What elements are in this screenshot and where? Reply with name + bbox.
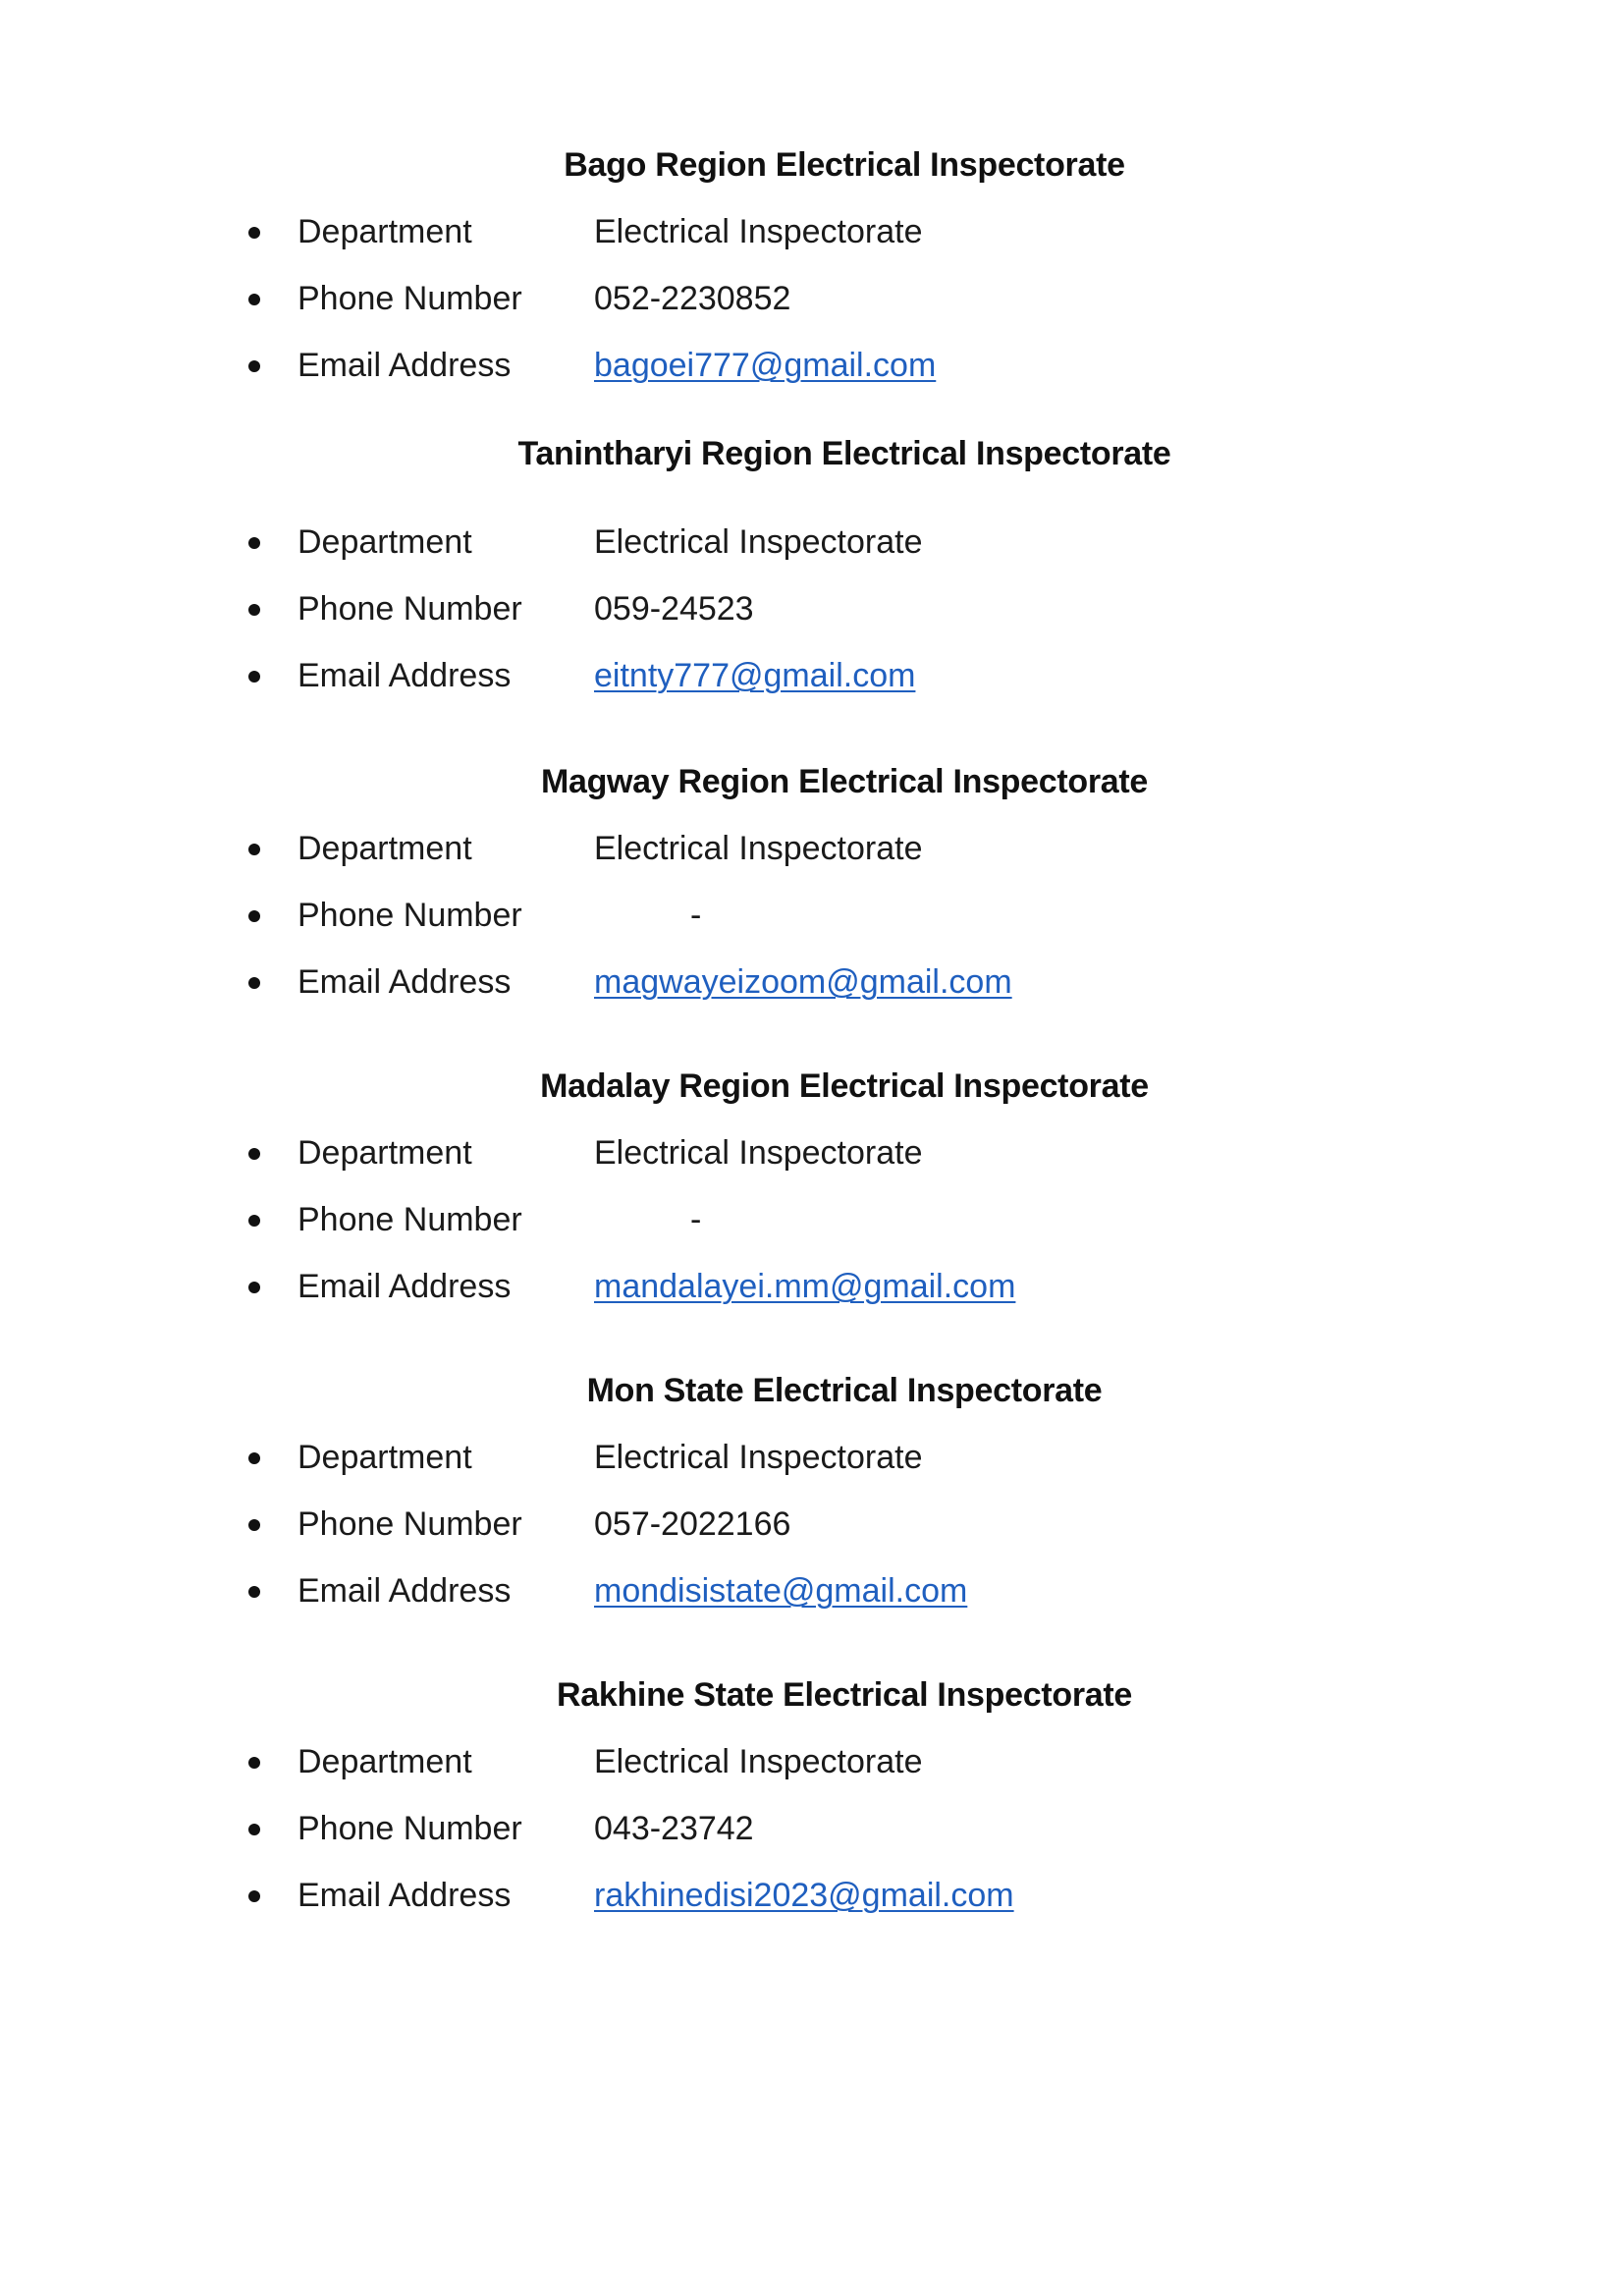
- department-value: Electrical Inspectorate: [594, 1743, 923, 1780]
- phone-row: [0, 1807, 1624, 1850]
- department-label: Department: [298, 213, 472, 250]
- department-value: Electrical Inspectorate: [594, 1134, 923, 1172]
- phone-value: 052-2230852: [594, 280, 791, 317]
- department-row: [0, 1740, 1624, 1783]
- bullet-icon: [248, 604, 260, 616]
- bullet-icon: [248, 977, 260, 989]
- email-label: Email Address: [298, 347, 512, 384]
- bullet-icon: [248, 227, 260, 239]
- email-row: [0, 654, 1624, 697]
- bullet-icon: [248, 844, 260, 855]
- email-label: Email Address: [298, 1877, 512, 1914]
- email-link[interactable]: rakhinedisi2023@gmail.com: [594, 1877, 1014, 1914]
- bullet-icon: [248, 1890, 260, 1902]
- phone-value: 057-2022166: [594, 1505, 791, 1543]
- department-value: Electrical Inspectorate: [594, 523, 923, 561]
- section-heading: Rakhine State Electrical Inspectorate: [556, 1676, 1133, 1714]
- email-row: [0, 960, 1624, 1004]
- email-value: [594, 344, 936, 387]
- department-label: Department: [298, 1439, 472, 1476]
- phone-row: [0, 277, 1624, 320]
- email-row: [0, 1265, 1624, 1308]
- phone-label: Phone Number: [298, 1505, 522, 1543]
- department-label: Department: [298, 523, 472, 561]
- email-label: Email Address: [298, 1268, 512, 1305]
- email-label: Email Address: [298, 657, 512, 694]
- bullet-icon: [248, 1282, 260, 1293]
- bullet-icon: [248, 294, 260, 305]
- phone-label: Phone Number: [298, 590, 522, 628]
- department-value: Electrical Inspectorate: [594, 1439, 923, 1476]
- department-label: Department: [298, 830, 472, 867]
- email-link[interactable]: bagoei777@gmail.com: [594, 347, 937, 384]
- phone-value: -: [690, 897, 702, 934]
- email-label: Email Address: [298, 963, 512, 1001]
- bullet-icon: [248, 671, 260, 683]
- bullet-icon: [248, 910, 260, 922]
- department-row: [0, 1436, 1624, 1479]
- phone-value: 043-23742: [594, 1810, 754, 1847]
- bullet-icon: [248, 1586, 260, 1598]
- section-heading: Madalay Region Electrical Inspectorate: [540, 1067, 1149, 1105]
- phone-value: 059-24523: [594, 590, 754, 628]
- phone-value: -: [690, 1201, 702, 1238]
- department-label: Department: [298, 1134, 472, 1172]
- phone-row: [0, 894, 1624, 937]
- phone-label: Phone Number: [298, 897, 522, 934]
- section-heading: Mon State Electrical Inspectorate: [586, 1372, 1103, 1409]
- bullet-icon: [248, 1519, 260, 1531]
- email-row: [0, 1874, 1624, 1917]
- phone-label: Phone Number: [298, 280, 522, 317]
- phone-label: Phone Number: [298, 1201, 522, 1238]
- bullet-icon: [248, 1215, 260, 1227]
- department-value: Electrical Inspectorate: [594, 830, 923, 867]
- phone-row: [0, 1198, 1624, 1241]
- section-heading: Tanintharyi Region Electrical Inspectorate: [517, 435, 1171, 472]
- bullet-icon: [248, 1452, 260, 1464]
- email-link[interactable]: mandalayei.mm@gmail.com: [594, 1268, 1016, 1305]
- phone-row: [0, 587, 1624, 630]
- email-link[interactable]: eitnty777@gmail.com: [594, 657, 916, 694]
- department-row: [0, 1131, 1624, 1175]
- email-label: Email Address: [298, 1572, 512, 1610]
- phone-row: [0, 1503, 1624, 1546]
- bullet-icon: [248, 360, 260, 372]
- email-link[interactable]: magwayeizoom@gmail.com: [594, 963, 1012, 1001]
- department-row: [0, 827, 1624, 870]
- department-label: Department: [298, 1743, 472, 1780]
- email-link[interactable]: mondisistate@gmail.com: [594, 1572, 968, 1610]
- email-value: [594, 1265, 1015, 1308]
- department-row: [0, 520, 1624, 564]
- department-row: [0, 210, 1624, 253]
- email-value: [594, 654, 915, 697]
- phone-label: Phone Number: [298, 1810, 522, 1847]
- email-row: [0, 344, 1624, 387]
- email-value: [594, 960, 1012, 1004]
- email-value: [594, 1569, 967, 1613]
- section-heading: Magway Region Electrical Inspectorate: [540, 763, 1149, 800]
- department-value: Electrical Inspectorate: [594, 213, 923, 250]
- section-heading: Bago Region Electrical Inspectorate: [564, 146, 1125, 184]
- bullet-icon: [248, 1757, 260, 1769]
- email-row: [0, 1569, 1624, 1613]
- bullet-icon: [248, 537, 260, 549]
- bullet-icon: [248, 1824, 260, 1835]
- bullet-icon: [248, 1148, 260, 1160]
- email-value: [594, 1874, 1014, 1917]
